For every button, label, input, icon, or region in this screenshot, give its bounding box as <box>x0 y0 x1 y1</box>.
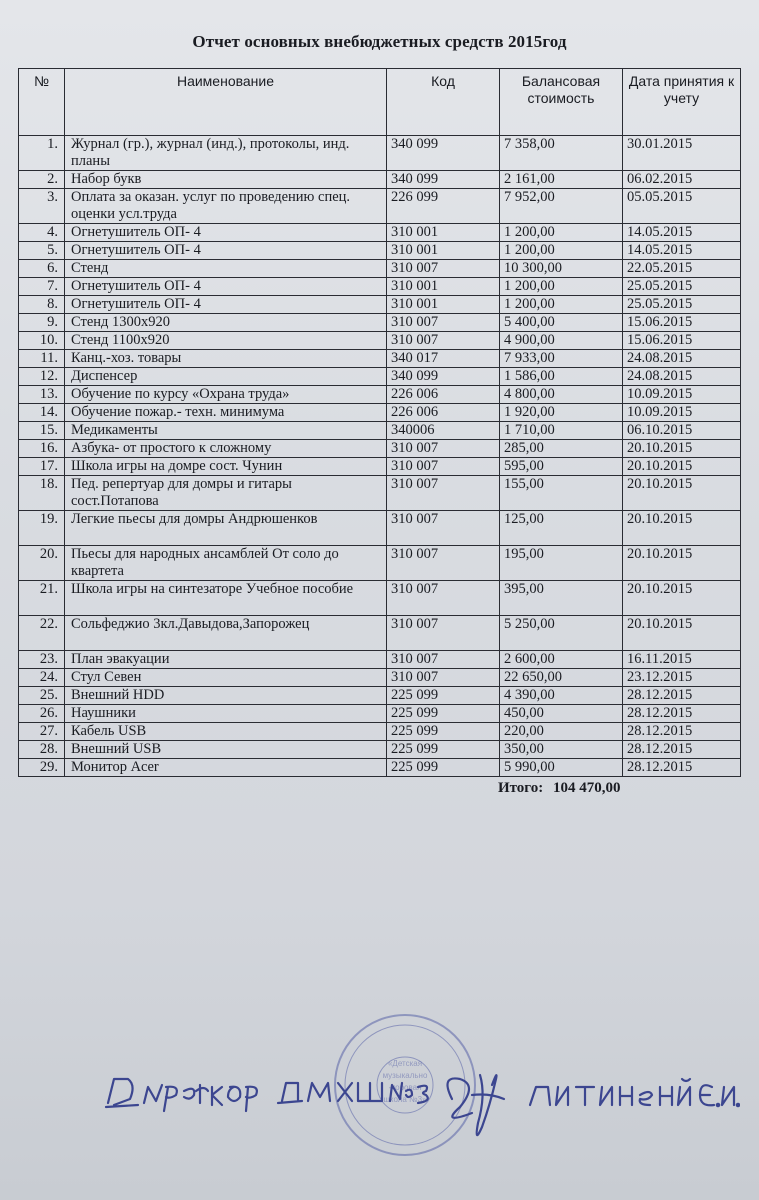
table-body <box>19 136 741 777</box>
row-date: 28.12.2015 <box>623 741 741 759</box>
table-row <box>19 260 741 278</box>
row-code: 310 007 <box>387 314 500 332</box>
row-name: Медикаменты <box>65 422 387 440</box>
row-name: План эвакуации <box>65 651 387 669</box>
row-balance: 7 933,00 <box>500 350 623 368</box>
row-date: 06.02.2015 <box>623 171 741 189</box>
row-date: 28.12.2015 <box>623 723 741 741</box>
table-row <box>19 669 741 687</box>
table-row <box>19 651 741 669</box>
row-name: Оплата за оказан. услуг по проведению спец. оценки усл.труда <box>65 189 387 224</box>
table-row <box>19 242 741 260</box>
table-row <box>19 723 741 741</box>
row-name: Школа игры на домре сост. Чунин <box>65 458 387 476</box>
row-balance: 125,00 <box>500 511 623 546</box>
row-number: 9. <box>19 314 65 332</box>
row-name: Обучение пожар.- техн. минимума <box>65 404 387 422</box>
row-name: Легкие пьесы для домры Андрюшенков <box>65 511 387 546</box>
table-row <box>19 581 741 616</box>
header-code: Код <box>387 69 500 136</box>
row-number: 22. <box>19 616 65 651</box>
row-balance: 1 920,00 <box>500 404 623 422</box>
row-number: 26. <box>19 705 65 723</box>
row-name: Внешний USB <box>65 741 387 759</box>
row-date: 30.01.2015 <box>623 136 741 171</box>
row-number: 10. <box>19 332 65 350</box>
row-balance: 4 900,00 <box>500 332 623 350</box>
row-balance: 4 800,00 <box>500 386 623 404</box>
table-row <box>19 759 741 777</box>
row-name: Азбука- от простого к сложному <box>65 440 387 458</box>
row-code: 310 007 <box>387 458 500 476</box>
row-number: 20. <box>19 546 65 581</box>
row-code: 340006 <box>387 422 500 440</box>
row-code: 310 001 <box>387 278 500 296</box>
row-date: 15.06.2015 <box>623 332 741 350</box>
header-num: № <box>19 69 65 136</box>
row-number: 19. <box>19 511 65 546</box>
row-balance: 2 600,00 <box>500 651 623 669</box>
row-number: 15. <box>19 422 65 440</box>
row-code: 310 007 <box>387 332 500 350</box>
row-code: 310 007 <box>387 260 500 278</box>
table-row <box>19 189 741 224</box>
row-name: Наушники <box>65 705 387 723</box>
row-balance: 1 200,00 <box>500 278 623 296</box>
row-balance: 4 390,00 <box>500 687 623 705</box>
row-balance: 1 586,00 <box>500 368 623 386</box>
assets-table <box>18 68 741 797</box>
row-date: 20.10.2015 <box>623 581 741 616</box>
row-balance: 1 710,00 <box>500 422 623 440</box>
row-name: Журнал (гр.), журнал (инд.), протоколы, инд. планы <box>65 136 387 171</box>
table-row <box>19 705 741 723</box>
row-name: Обучение по курсу «Охрана труда» <box>65 386 387 404</box>
row-number: 14. <box>19 404 65 422</box>
table-row <box>19 296 741 314</box>
header-balance: Балансовая стоимость <box>500 69 623 136</box>
row-balance: 285,00 <box>500 440 623 458</box>
row-date: 14.05.2015 <box>623 224 741 242</box>
table-row <box>19 136 741 171</box>
table-row <box>19 741 741 759</box>
row-number: 29. <box>19 759 65 777</box>
table-row <box>19 440 741 458</box>
row-date: 20.10.2015 <box>623 511 741 546</box>
row-balance: 5 990,00 <box>500 759 623 777</box>
table-row <box>19 314 741 332</box>
table-row <box>19 278 741 296</box>
row-balance: 22 650,00 <box>500 669 623 687</box>
row-code: 225 099 <box>387 723 500 741</box>
row-name: Внешний HDD <box>65 687 387 705</box>
document-title: Отчет основных внебюджетных средств 2015год <box>192 32 567 51</box>
row-code: 310 007 <box>387 440 500 458</box>
row-date: 22.05.2015 <box>623 260 741 278</box>
row-code: 310 007 <box>387 511 500 546</box>
row-balance: 1 200,00 <box>500 224 623 242</box>
row-date: 05.05.2015 <box>623 189 741 224</box>
row-name: Стенд 1100х920 <box>65 332 387 350</box>
row-code: 310 007 <box>387 616 500 651</box>
row-balance: 7 952,00 <box>500 189 623 224</box>
row-number: 16. <box>19 440 65 458</box>
row-balance: 350,00 <box>500 741 623 759</box>
row-balance: 1 200,00 <box>500 242 623 260</box>
row-number: 12. <box>19 368 65 386</box>
row-name: Огнетушитель ОП- 4 <box>65 278 387 296</box>
row-date: 20.10.2015 <box>623 458 741 476</box>
row-number: 28. <box>19 741 65 759</box>
row-code: 225 099 <box>387 741 500 759</box>
table-header-row <box>19 69 741 136</box>
table-row <box>19 616 741 651</box>
table-row <box>19 687 741 705</box>
row-balance: 595,00 <box>500 458 623 476</box>
row-name: Пьесы для народных ансамблей От соло до квартета <box>65 546 387 581</box>
row-balance: 220,00 <box>500 723 623 741</box>
row-code: 340 099 <box>387 368 500 386</box>
table-row <box>19 511 741 546</box>
row-number: 8. <box>19 296 65 314</box>
row-balance: 2 161,00 <box>500 171 623 189</box>
row-date: 25.05.2015 <box>623 278 741 296</box>
row-date: 20.10.2015 <box>623 616 741 651</box>
row-date: 24.08.2015 <box>623 368 741 386</box>
header-date: Дата принятия к учету <box>623 69 741 136</box>
row-code: 340 017 <box>387 350 500 368</box>
table-row <box>19 404 741 422</box>
row-date: 28.12.2015 <box>623 759 741 777</box>
row-code: 226 099 <box>387 189 500 224</box>
svg-text:-хоровая: -хоровая <box>388 1083 422 1092</box>
row-name: Набор букв <box>65 171 387 189</box>
row-balance: 155,00 <box>500 476 623 511</box>
row-name: Стенд 1300х920 <box>65 314 387 332</box>
row-balance: 1 200,00 <box>500 296 623 314</box>
row-date: 23.12.2015 <box>623 669 741 687</box>
table-row <box>19 171 741 189</box>
row-balance: 7 358,00 <box>500 136 623 171</box>
row-name: Стул Севен <box>65 669 387 687</box>
row-balance: 5 250,00 <box>500 616 623 651</box>
row-date: 25.05.2015 <box>623 296 741 314</box>
row-date: 15.06.2015 <box>623 314 741 332</box>
row-number: 5. <box>19 242 65 260</box>
row-number: 6. <box>19 260 65 278</box>
row-code: 226 006 <box>387 386 500 404</box>
total-value: 104 470,00 <box>553 780 621 796</box>
row-date: 16.11.2015 <box>623 651 741 669</box>
row-number: 21. <box>19 581 65 616</box>
row-date: 10.09.2015 <box>623 404 741 422</box>
svg-text:школа №3»: школа №3» <box>383 1095 427 1104</box>
row-name: Огнетушитель ОП- 4 <box>65 242 387 260</box>
row-date: 20.10.2015 <box>623 476 741 511</box>
row-code: 310 001 <box>387 296 500 314</box>
row-date: 20.10.2015 <box>623 546 741 581</box>
row-date: 10.09.2015 <box>623 386 741 404</box>
row-code: 310 001 <box>387 224 500 242</box>
row-date: 28.12.2015 <box>623 687 741 705</box>
row-balance: 10 300,00 <box>500 260 623 278</box>
row-balance: 5 400,00 <box>500 314 623 332</box>
row-code: 225 099 <box>387 705 500 723</box>
table-row <box>19 546 741 581</box>
table-row <box>19 224 741 242</box>
row-balance: 195,00 <box>500 546 623 581</box>
svg-text:«Детская: «Детская <box>387 1059 423 1068</box>
row-name: Стенд <box>65 260 387 278</box>
row-code: 310 001 <box>387 242 500 260</box>
row-name: Кабель USB <box>65 723 387 741</box>
row-code: 310 007 <box>387 581 500 616</box>
row-number: 11. <box>19 350 65 368</box>
row-date: 20.10.2015 <box>623 440 741 458</box>
table-row <box>19 476 741 511</box>
row-name: Школа игры на синтезаторе Учебное пособие <box>65 581 387 616</box>
row-name: Монитор Acer <box>65 759 387 777</box>
row-number: 23. <box>19 651 65 669</box>
row-name: Пед. репертуар для домры и гитары сост.Потапова <box>65 476 387 511</box>
row-code: 225 099 <box>387 687 500 705</box>
total-row <box>19 777 741 798</box>
row-code: 225 099 <box>387 759 500 777</box>
table-row <box>19 350 741 368</box>
table-row <box>19 386 741 404</box>
row-number: 13. <box>19 386 65 404</box>
row-balance: 450,00 <box>500 705 623 723</box>
row-name: Канц.-хоз. товары <box>65 350 387 368</box>
row-code: 310 007 <box>387 651 500 669</box>
row-number: 4. <box>19 224 65 242</box>
total-cell <box>19 777 741 798</box>
row-name: Сольфеджио 3кл.Давыдова,Запорожец <box>65 616 387 651</box>
row-number: 17. <box>19 458 65 476</box>
total-label: Итого: <box>497 780 544 796</box>
row-date: 06.10.2015 <box>623 422 741 440</box>
row-code: 226 006 <box>387 404 500 422</box>
row-number: 1. <box>19 136 65 171</box>
row-number: 24. <box>19 669 65 687</box>
header-name: Наименование <box>65 69 387 136</box>
row-date: 28.12.2015 <box>623 705 741 723</box>
row-date: 14.05.2015 <box>623 242 741 260</box>
row-number: 3. <box>19 189 65 224</box>
row-name: Огнетушитель ОП- 4 <box>65 224 387 242</box>
row-number: 18. <box>19 476 65 511</box>
row-code: 340 099 <box>387 136 500 171</box>
row-balance: 395,00 <box>500 581 623 616</box>
row-name: Диспенсер <box>65 368 387 386</box>
row-number: 27. <box>19 723 65 741</box>
row-number: 2. <box>19 171 65 189</box>
row-code: 310 007 <box>387 546 500 581</box>
row-code: 340 099 <box>387 171 500 189</box>
svg-text:музыкально: музыкально <box>382 1071 428 1080</box>
row-name: Огнетушитель ОП- 4 <box>65 296 387 314</box>
table-row <box>19 458 741 476</box>
row-date: 24.08.2015 <box>623 350 741 368</box>
director-signature <box>100 1065 740 1160</box>
row-code: 310 007 <box>387 476 500 511</box>
table-row <box>19 422 741 440</box>
row-code: 310 007 <box>387 669 500 687</box>
table-row <box>19 368 741 386</box>
row-number: 7. <box>19 278 65 296</box>
table-row <box>19 332 741 350</box>
row-number: 25. <box>19 687 65 705</box>
